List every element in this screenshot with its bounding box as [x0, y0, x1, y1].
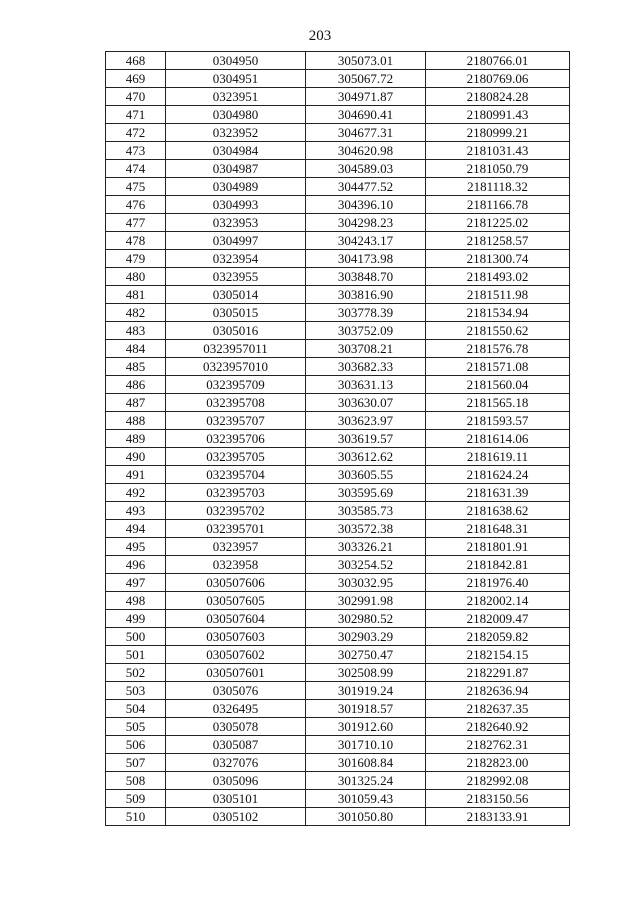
x-coordinate-cell: 304243.17 [306, 232, 426, 250]
point-id-cell: 0326495 [166, 700, 306, 718]
x-coordinate-cell: 305067.72 [306, 70, 426, 88]
point-id-cell: 032395702 [166, 502, 306, 520]
row-index-cell: 506 [106, 736, 166, 754]
x-coordinate-cell: 302750.47 [306, 646, 426, 664]
y-coordinate-cell: 2182059.82 [426, 628, 570, 646]
table-body [106, 52, 570, 826]
table-row [106, 754, 570, 772]
y-coordinate-cell: 2181493.02 [426, 268, 570, 286]
y-coordinate-cell: 2182291.87 [426, 664, 570, 682]
y-coordinate-cell: 2181842.81 [426, 556, 570, 574]
row-index-cell: 485 [106, 358, 166, 376]
x-coordinate-cell: 303605.55 [306, 466, 426, 484]
x-coordinate-cell: 304396.10 [306, 196, 426, 214]
x-coordinate-cell: 301912.60 [306, 718, 426, 736]
row-index-cell: 482 [106, 304, 166, 322]
point-id-cell: 030507606 [166, 574, 306, 592]
y-coordinate-cell: 2180824.28 [426, 88, 570, 106]
point-id-cell: 0304993 [166, 196, 306, 214]
table-row [106, 250, 570, 268]
point-id-cell: 030507604 [166, 610, 306, 628]
row-index-cell: 488 [106, 412, 166, 430]
point-id-cell: 0323952 [166, 124, 306, 142]
row-index-cell: 495 [106, 538, 166, 556]
x-coordinate-cell: 303816.90 [306, 286, 426, 304]
row-index-cell: 497 [106, 574, 166, 592]
x-coordinate-cell: 301050.80 [306, 808, 426, 826]
x-coordinate-cell: 303630.07 [306, 394, 426, 412]
point-id-cell: 0305087 [166, 736, 306, 754]
x-coordinate-cell: 302508.99 [306, 664, 426, 682]
point-id-cell: 0304980 [166, 106, 306, 124]
table-row [106, 394, 570, 412]
point-id-cell: 032395701 [166, 520, 306, 538]
y-coordinate-cell: 2181593.57 [426, 412, 570, 430]
x-coordinate-cell: 303032.95 [306, 574, 426, 592]
point-id-cell: 032395705 [166, 448, 306, 466]
x-coordinate-cell: 304677.31 [306, 124, 426, 142]
y-coordinate-cell: 2181571.08 [426, 358, 570, 376]
point-id-cell: 0305101 [166, 790, 306, 808]
y-coordinate-cell: 2181801.91 [426, 538, 570, 556]
table-row [106, 808, 570, 826]
y-coordinate-cell: 2181576.78 [426, 340, 570, 358]
point-id-cell: 0305014 [166, 286, 306, 304]
point-id-cell: 0327076 [166, 754, 306, 772]
y-coordinate-cell: 2181648.31 [426, 520, 570, 538]
x-coordinate-cell: 303623.97 [306, 412, 426, 430]
y-coordinate-cell: 2181631.39 [426, 484, 570, 502]
x-coordinate-cell: 303708.21 [306, 340, 426, 358]
row-index-cell: 479 [106, 250, 166, 268]
row-index-cell: 475 [106, 178, 166, 196]
point-id-cell: 032395708 [166, 394, 306, 412]
row-index-cell: 505 [106, 718, 166, 736]
point-id-cell: 030507605 [166, 592, 306, 610]
table-row [106, 502, 570, 520]
row-index-cell: 508 [106, 772, 166, 790]
table-row [106, 664, 570, 682]
table-row [106, 646, 570, 664]
table-row [106, 610, 570, 628]
table-row [106, 484, 570, 502]
row-index-cell: 473 [106, 142, 166, 160]
y-coordinate-cell: 2181976.40 [426, 574, 570, 592]
x-coordinate-cell: 304620.98 [306, 142, 426, 160]
point-id-cell: 0304984 [166, 142, 306, 160]
y-coordinate-cell: 2181560.04 [426, 376, 570, 394]
point-id-cell: 0323957011 [166, 340, 306, 358]
row-index-cell: 492 [106, 484, 166, 502]
x-coordinate-cell: 301608.84 [306, 754, 426, 772]
x-coordinate-cell: 302980.52 [306, 610, 426, 628]
x-coordinate-cell: 302903.29 [306, 628, 426, 646]
y-coordinate-cell: 2182636.94 [426, 682, 570, 700]
table-row [106, 142, 570, 160]
table-row [106, 556, 570, 574]
y-coordinate-cell: 2181258.57 [426, 232, 570, 250]
table-row [106, 772, 570, 790]
x-coordinate-cell: 303612.62 [306, 448, 426, 466]
row-index-cell: 468 [106, 52, 166, 70]
y-coordinate-cell: 2181118.32 [426, 178, 570, 196]
x-coordinate-cell: 303848.70 [306, 268, 426, 286]
x-coordinate-cell: 301919.24 [306, 682, 426, 700]
x-coordinate-cell: 301710.10 [306, 736, 426, 754]
y-coordinate-cell: 2180766.01 [426, 52, 570, 70]
point-id-cell: 0323955 [166, 268, 306, 286]
coordinates-table [105, 51, 570, 826]
point-id-cell: 0323957010 [166, 358, 306, 376]
table-row [106, 700, 570, 718]
y-coordinate-cell: 2180999.21 [426, 124, 570, 142]
y-coordinate-cell: 2181565.18 [426, 394, 570, 412]
row-index-cell: 498 [106, 592, 166, 610]
table-row [106, 160, 570, 178]
point-id-cell: 030507602 [166, 646, 306, 664]
point-id-cell: 032395707 [166, 412, 306, 430]
y-coordinate-cell: 2181624.24 [426, 466, 570, 484]
row-index-cell: 491 [106, 466, 166, 484]
row-index-cell: 483 [106, 322, 166, 340]
y-coordinate-cell: 2181166.78 [426, 196, 570, 214]
y-coordinate-cell: 2181550.62 [426, 322, 570, 340]
row-index-cell: 481 [106, 286, 166, 304]
row-index-cell: 509 [106, 790, 166, 808]
table-row [106, 448, 570, 466]
y-coordinate-cell: 2181300.74 [426, 250, 570, 268]
y-coordinate-cell: 2182823.00 [426, 754, 570, 772]
page-number: 203 [308, 28, 332, 44]
y-coordinate-cell: 2182637.35 [426, 700, 570, 718]
point-id-cell: 0305102 [166, 808, 306, 826]
x-coordinate-cell: 304690.41 [306, 106, 426, 124]
row-index-cell: 499 [106, 610, 166, 628]
table-row [106, 196, 570, 214]
point-id-cell: 0304987 [166, 160, 306, 178]
row-index-cell: 493 [106, 502, 166, 520]
x-coordinate-cell: 304173.98 [306, 250, 426, 268]
table-row [106, 214, 570, 232]
table-row [106, 628, 570, 646]
table-row [106, 538, 570, 556]
row-index-cell: 470 [106, 88, 166, 106]
row-index-cell: 480 [106, 268, 166, 286]
row-index-cell: 500 [106, 628, 166, 646]
y-coordinate-cell: 2180991.43 [426, 106, 570, 124]
x-coordinate-cell: 303778.39 [306, 304, 426, 322]
x-coordinate-cell: 305073.01 [306, 52, 426, 70]
table-row [106, 124, 570, 142]
y-coordinate-cell: 2182009.47 [426, 610, 570, 628]
x-coordinate-cell: 303585.73 [306, 502, 426, 520]
point-id-cell: 032395709 [166, 376, 306, 394]
table-row [106, 790, 570, 808]
x-coordinate-cell: 301918.57 [306, 700, 426, 718]
point-id-cell: 032395703 [166, 484, 306, 502]
x-coordinate-cell: 303326.21 [306, 538, 426, 556]
table-row [106, 412, 570, 430]
row-index-cell: 490 [106, 448, 166, 466]
x-coordinate-cell: 301325.24 [306, 772, 426, 790]
y-coordinate-cell: 2182992.08 [426, 772, 570, 790]
x-coordinate-cell: 303254.52 [306, 556, 426, 574]
row-index-cell: 494 [106, 520, 166, 538]
y-coordinate-cell: 2181619.11 [426, 448, 570, 466]
point-id-cell: 0323957 [166, 538, 306, 556]
table-row [106, 574, 570, 592]
y-coordinate-cell: 2181511.98 [426, 286, 570, 304]
y-coordinate-cell: 2181638.62 [426, 502, 570, 520]
x-coordinate-cell: 301059.43 [306, 790, 426, 808]
y-coordinate-cell: 2183150.56 [426, 790, 570, 808]
row-index-cell: 501 [106, 646, 166, 664]
row-index-cell: 502 [106, 664, 166, 682]
x-coordinate-cell: 303572.38 [306, 520, 426, 538]
point-id-cell: 0323958 [166, 556, 306, 574]
point-id-cell: 0304950 [166, 52, 306, 70]
y-coordinate-cell: 2181614.06 [426, 430, 570, 448]
table-row [106, 268, 570, 286]
point-id-cell: 0305076 [166, 682, 306, 700]
row-index-cell: 478 [106, 232, 166, 250]
point-id-cell: 0323954 [166, 250, 306, 268]
y-coordinate-cell: 2183133.91 [426, 808, 570, 826]
y-coordinate-cell: 2181225.02 [426, 214, 570, 232]
point-id-cell: 030507601 [166, 664, 306, 682]
table-row [106, 286, 570, 304]
row-index-cell: 489 [106, 430, 166, 448]
x-coordinate-cell: 304477.52 [306, 178, 426, 196]
point-id-cell: 030507603 [166, 628, 306, 646]
table-row [106, 520, 570, 538]
table-row [106, 178, 570, 196]
row-index-cell: 504 [106, 700, 166, 718]
point-id-cell: 032395704 [166, 466, 306, 484]
row-index-cell: 472 [106, 124, 166, 142]
row-index-cell: 469 [106, 70, 166, 88]
table-row [106, 682, 570, 700]
table-row [106, 358, 570, 376]
point-id-cell: 0305015 [166, 304, 306, 322]
table-row [106, 466, 570, 484]
table-row [106, 736, 570, 754]
point-id-cell: 0323953 [166, 214, 306, 232]
row-index-cell: 496 [106, 556, 166, 574]
point-id-cell: 0304989 [166, 178, 306, 196]
x-coordinate-cell: 303682.33 [306, 358, 426, 376]
row-index-cell: 471 [106, 106, 166, 124]
table-row [106, 430, 570, 448]
x-coordinate-cell: 304589.03 [306, 160, 426, 178]
x-coordinate-cell: 304298.23 [306, 214, 426, 232]
y-coordinate-cell: 2181031.43 [426, 142, 570, 160]
y-coordinate-cell: 2181050.79 [426, 160, 570, 178]
point-id-cell: 032395706 [166, 430, 306, 448]
table-row [106, 232, 570, 250]
x-coordinate-cell: 303619.57 [306, 430, 426, 448]
row-index-cell: 474 [106, 160, 166, 178]
y-coordinate-cell: 2182762.31 [426, 736, 570, 754]
row-index-cell: 510 [106, 808, 166, 826]
x-coordinate-cell: 303752.09 [306, 322, 426, 340]
table-row [106, 376, 570, 394]
point-id-cell: 0305016 [166, 322, 306, 340]
table-row [106, 592, 570, 610]
row-index-cell: 477 [106, 214, 166, 232]
x-coordinate-cell: 304971.87 [306, 88, 426, 106]
point-id-cell: 0305096 [166, 772, 306, 790]
table-row [106, 52, 570, 70]
point-id-cell: 0305078 [166, 718, 306, 736]
row-index-cell: 476 [106, 196, 166, 214]
y-coordinate-cell: 2182002.14 [426, 592, 570, 610]
y-coordinate-cell: 2182154.15 [426, 646, 570, 664]
row-index-cell: 486 [106, 376, 166, 394]
table-row [106, 322, 570, 340]
point-id-cell: 0304951 [166, 70, 306, 88]
y-coordinate-cell: 2181534.94 [426, 304, 570, 322]
x-coordinate-cell: 303595.69 [306, 484, 426, 502]
point-id-cell: 0304997 [166, 232, 306, 250]
row-index-cell: 507 [106, 754, 166, 772]
row-index-cell: 503 [106, 682, 166, 700]
row-index-cell: 484 [106, 340, 166, 358]
point-id-cell: 0323951 [166, 88, 306, 106]
row-index-cell: 487 [106, 394, 166, 412]
table-row [106, 106, 570, 124]
table-row [106, 340, 570, 358]
table-row [106, 304, 570, 322]
y-coordinate-cell: 2182640.92 [426, 718, 570, 736]
y-coordinate-cell: 2180769.06 [426, 70, 570, 88]
table-row [106, 88, 570, 106]
x-coordinate-cell: 303631.13 [306, 376, 426, 394]
table-row [106, 718, 570, 736]
x-coordinate-cell: 302991.98 [306, 592, 426, 610]
table-row [106, 70, 570, 88]
